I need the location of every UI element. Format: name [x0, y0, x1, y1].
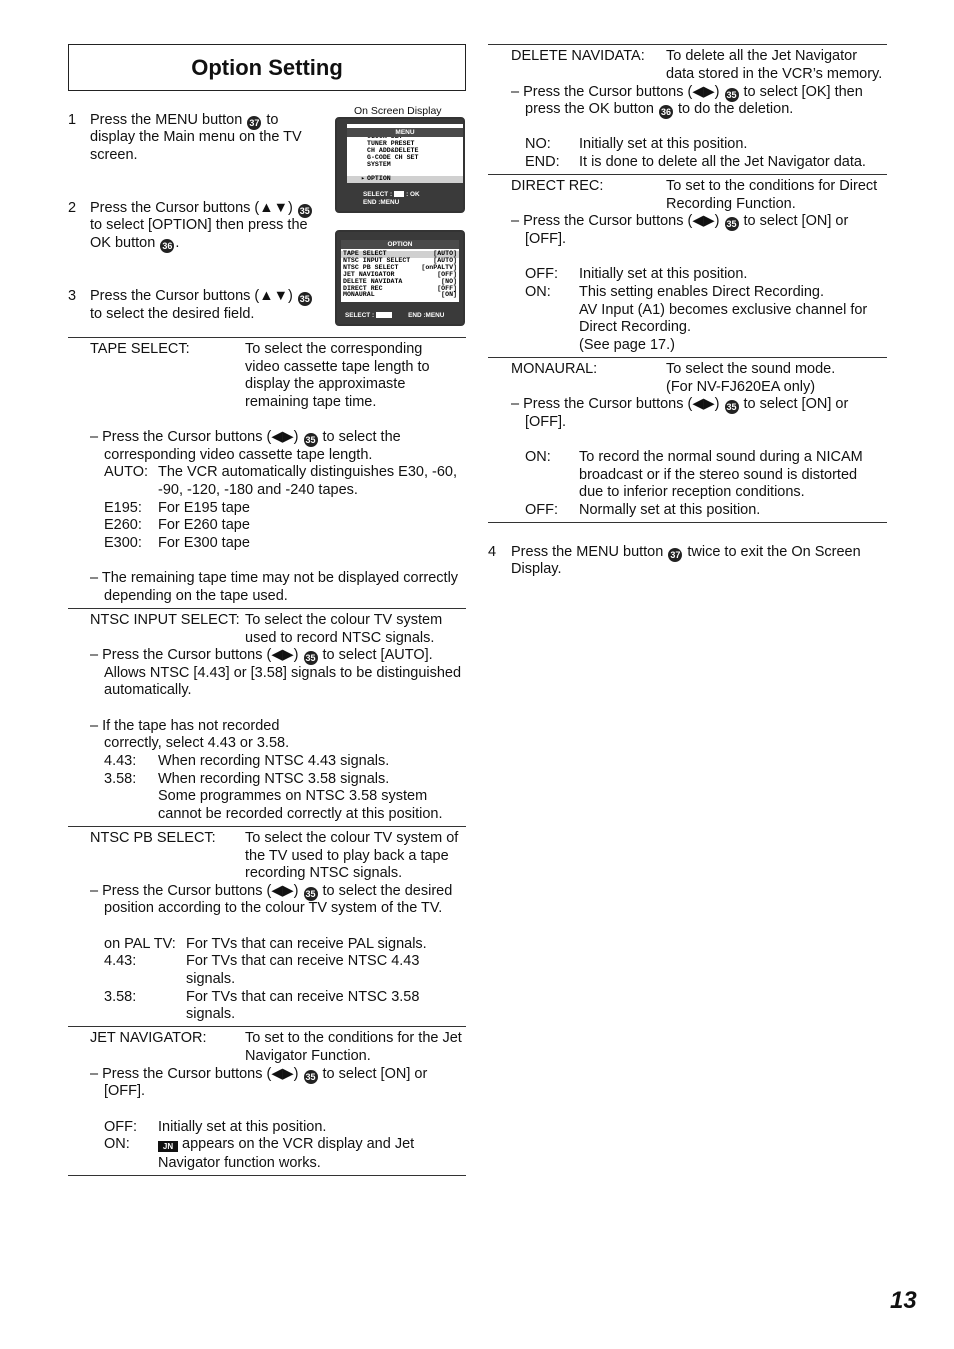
option-name: DIRECT REC	[343, 284, 383, 292]
option-screen	[335, 230, 465, 326]
jet-nav-instr-1: – Press the Cursor buttons (◀▶) 35 to select [ON] or	[90, 1066, 428, 1082]
tape-select-desc-1: To select the corresponding	[245, 341, 423, 357]
jet-nav-desc-2: Navigator Function.	[245, 1048, 371, 1064]
step-2-number: 2	[68, 200, 77, 216]
ntsc-pb-instr-2: position according to the colour TV system of the TV.	[104, 900, 443, 916]
jet-nav-on-key: ON:	[104, 1136, 130, 1152]
tape-auto-value-2: -90, -120, -180 and -240 tapes.	[158, 482, 358, 498]
option-row	[343, 292, 457, 299]
tape-select-desc-2: video cassette tape length to	[245, 359, 430, 375]
step-2-line-2: to select [OPTION] then press the	[90, 217, 308, 233]
ntsc-input-instr-1: – Press the Cursor buttons (◀▶) 35 to select [AUTO].	[90, 647, 433, 663]
osd-caption: On Screen Display	[354, 105, 442, 117]
tape-e260-value: For E260 tape	[158, 517, 250, 533]
divider	[68, 608, 466, 609]
option-value: [onPALTV]	[421, 263, 457, 271]
option-list	[341, 249, 459, 299]
step-4-number: 4	[488, 544, 497, 560]
monaural-instr-2: [OFF].	[525, 414, 567, 430]
page-number: 13	[890, 1287, 917, 1314]
ntsc-pb-358-value-1: For TVs that can receive NTSC 3.58	[186, 989, 420, 1005]
tape-auto-value-1: The VCR automatically distinguishes E30, -60,	[158, 464, 458, 480]
option-name: DELETE NAVIDATA	[343, 277, 403, 285]
ntsc-input-358-value: When recording NTSC 3.58 signals.	[158, 771, 390, 787]
jet-nav-label: JET NAVIGATOR:	[90, 1030, 207, 1046]
direct-rec-on-key: ON:	[525, 284, 551, 300]
ntsc-pb-358-key: 3.58:	[104, 989, 137, 1005]
ntsc-pb-358-value-2: signals.	[186, 1006, 236, 1022]
ntsc-pb-443-value-2: signals.	[186, 971, 236, 987]
tape-e195-key: E195:	[104, 500, 142, 516]
jet-nav-off-value: Initially set at this position.	[158, 1119, 327, 1135]
step-3-line-2: to select the desired field.	[90, 306, 255, 322]
divider	[68, 1026, 466, 1027]
jet-nav-on-value-1: JN appears on the VCR display and Jet	[158, 1136, 414, 1154]
step-2-line-1: Press the Cursor buttons (▲▼) 35	[90, 200, 310, 216]
direct-rec-desc-2: Recording Function.	[666, 196, 796, 212]
delete-navidata-no-key: NO:	[525, 136, 551, 152]
delete-navidata-desc-1: To delete all the Jet Navigator	[666, 48, 858, 64]
tape-auto-key: AUTO:	[104, 464, 149, 480]
ntsc-input-358-key: 3.58:	[104, 771, 137, 787]
tape-select-label: TAPE SELECT:	[90, 341, 190, 357]
option-value: [OFF]	[437, 270, 457, 278]
jet-navigator-icon: JN	[158, 1141, 178, 1152]
monaural-on-value-1: To record the normal sound during a NICAM	[579, 449, 863, 465]
step-4-line-2: Display.	[511, 561, 562, 577]
ok-button-icon: 36	[162, 241, 173, 251]
menu-item: G-CODE CH SET	[367, 153, 419, 161]
menu-item: CH ADD&DELETE	[367, 146, 419, 154]
step-1-line-3: screen.	[90, 147, 138, 163]
delete-navidata-no-value: Initially set at this position.	[579, 136, 748, 152]
cursor-button-icon: 35	[305, 1072, 316, 1082]
ntsc-pb-443-key: 4.43:	[104, 953, 137, 969]
direct-rec-on-value-4: (See page 17.)	[579, 337, 675, 353]
direct-rec-label: DIRECT REC:	[511, 178, 604, 194]
page-title: Option Setting	[68, 44, 466, 91]
menu-screen-footer-2: END :MENU	[363, 199, 400, 206]
divider	[68, 337, 466, 338]
cursor-button-icon: 35	[305, 889, 316, 899]
ntsc-input-note-1: – If the tape has not recorded	[90, 718, 280, 734]
tape-select-instr-2: corresponding video cassette tape length.	[104, 447, 373, 463]
cursor-button-icon: 35	[726, 219, 737, 229]
ntsc-pb-desc-3: recording NTSC signals.	[245, 865, 403, 881]
ntsc-pb-443-value-1: For TVs that can receive NTSC 4.43	[186, 953, 420, 969]
delete-navidata-instr-1: – Press the Cursor buttons (◀▶) 35 to select [OK] then	[511, 84, 863, 100]
ntsc-pb-desc-1: To select the colour TV system of	[245, 830, 459, 846]
option-value: [AUTO]	[433, 256, 457, 264]
direct-rec-instr-1: – Press the Cursor buttons (◀▶) 35 to select [ON] or	[511, 213, 849, 229]
delete-navidata-instr-2: press the OK button 36 to do the deletion.	[525, 101, 794, 117]
menu-item-selected: OPTION	[367, 175, 391, 182]
monaural-off-value: Normally set at this position.	[579, 502, 761, 518]
cursor-keys-icon	[376, 312, 392, 318]
delete-navidata-end-key: END:	[525, 154, 560, 170]
ntsc-pb-desc-2: the TV used to play back a tape	[245, 848, 449, 864]
cursor-button-icon: 35	[305, 653, 316, 663]
cursor-button-icon: 35	[299, 206, 310, 216]
menu-screen-panel	[347, 124, 463, 183]
tape-note-2: depending on the tape used.	[104, 588, 288, 604]
divider	[488, 174, 887, 175]
option-value: [ON]	[441, 291, 457, 299]
menu-screen	[335, 117, 465, 213]
monaural-label: MONAURAL:	[511, 361, 598, 377]
menu-button-icon: 37	[249, 118, 260, 128]
tape-select-desc-4: remaining tape time.	[245, 394, 377, 410]
option-screen-footer: SELECT : END :MENU	[345, 312, 445, 319]
menu-cursor-icon: ▸	[361, 175, 365, 182]
direct-rec-off-key: OFF:	[525, 266, 559, 282]
option-name: JET NAVIGATOR	[343, 270, 395, 278]
tape-e300-value: For E300 tape	[158, 535, 250, 551]
monaural-on-key: ON:	[525, 449, 551, 465]
tape-e260-key: E260:	[104, 517, 142, 533]
menu-button-icon: 37	[670, 550, 681, 560]
direct-rec-desc-1: To set to the conditions for Direct	[666, 178, 878, 194]
divider	[488, 44, 887, 45]
option-value: [AUTO]	[433, 250, 457, 257]
direct-rec-instr-2: [OFF].	[525, 231, 567, 247]
menu-item: SYSTEM	[367, 160, 391, 168]
tape-note-1: – The remaining tape time may not be displayed correctly	[90, 570, 459, 586]
monaural-instr-1: – Press the Cursor buttons (◀▶) 35 to select [ON] or	[511, 396, 849, 412]
ntsc-input-443-key: 4.43:	[104, 753, 137, 769]
option-value: [OFF]	[437, 284, 457, 292]
tape-select-instr-1: – Press the Cursor buttons (◀▶) 35 to select the	[90, 429, 401, 445]
tape-e195-value: For E195 tape	[158, 500, 250, 516]
menu-screen-footer-1: SELECT : : OK	[363, 191, 420, 198]
ntsc-input-desc-2: used to record NTSC signals.	[245, 630, 435, 646]
jet-nav-on-value-2: Navigator function works.	[158, 1155, 321, 1171]
option-name: NTSC INPUT SELECT	[343, 256, 411, 264]
ntsc-input-label: NTSC INPUT SELECT:	[90, 612, 240, 628]
direct-rec-on-value-2: AV Input (A1) becomes exclusive channel for	[579, 302, 868, 318]
step-1-number: 1	[68, 112, 77, 128]
step-1-line-2: display the Main menu on the TV	[90, 129, 302, 145]
delete-navidata-end-value: It is done to delete all the Jet Navigator data.	[579, 154, 866, 170]
cursor-button-icon: 35	[726, 90, 737, 100]
ntsc-input-desc-1: To select the colour TV system	[245, 612, 443, 628]
option-screen-header: OPTION	[341, 240, 459, 249]
ok-button-icon: 36	[660, 107, 671, 117]
ntsc-input-443-value: When recording NTSC 4.43 signals.	[158, 753, 390, 769]
ntsc-input-instr-3: automatically.	[104, 682, 192, 698]
ntsc-pb-pal-value: For TVs that can receive PAL signals.	[186, 936, 427, 952]
ntsc-input-358-value-3: cannot be recorded correctly at this position.	[158, 806, 443, 822]
direct-rec-on-value-1: This setting enables Direct Recording.	[579, 284, 825, 300]
divider	[68, 1175, 466, 1176]
monaural-desc-2: (For NV-FJ620EA only)	[666, 379, 816, 395]
option-name: MONAURAL	[343, 291, 375, 299]
tape-e300-key: E300:	[104, 535, 142, 551]
divider	[488, 357, 887, 358]
monaural-on-value-2: broadcast or if the stereo sound is distorted	[579, 467, 858, 483]
monaural-on-value-3: due to inferior reception conditions.	[579, 484, 805, 500]
jet-nav-desc-1: To set to the conditions for the Jet	[245, 1030, 462, 1046]
ntsc-pb-pal-key: on PAL TV:	[104, 936, 176, 952]
option-name: TAPE SELECT	[343, 250, 387, 257]
option-value: [NO]	[441, 277, 457, 285]
menu-item: TUNER PRESET	[367, 139, 415, 147]
option-screen-panel	[341, 240, 459, 302]
step-4-line-1: Press the MENU button 37 twice to exit the On Screen	[511, 544, 861, 560]
option-name: NTSC PB SELECT	[343, 263, 399, 271]
ntsc-pb-instr-1: – Press the Cursor buttons (◀▶) 35 to select the desired	[90, 883, 453, 899]
tape-select-desc-3: display the approximaste	[245, 376, 406, 392]
step-2-line-3: OK button 36 .	[90, 235, 180, 251]
delete-navidata-label: DELETE NAVIDATA:	[511, 48, 645, 64]
delete-navidata-desc-2: data stored in the VCR’s memory.	[666, 66, 883, 82]
cursor-button-icon: 35	[299, 294, 310, 304]
ntsc-pb-label: NTSC PB SELECT:	[90, 830, 216, 846]
cursor-button-icon: 35	[726, 402, 737, 412]
jet-nav-instr-2: [OFF].	[104, 1083, 146, 1099]
ntsc-input-358-value-2: Some programmes on NTSC 3.58 system	[158, 788, 428, 804]
direct-rec-on-value-3: Direct Recording.	[579, 319, 692, 335]
step-1-line-1: Press the MENU button 37 to	[90, 112, 279, 128]
menu-screen-header: MENU	[347, 128, 463, 137]
ntsc-input-note-2: correctly, select 4.43 or 3.58.	[104, 735, 290, 751]
divider	[68, 826, 466, 827]
step-3-line-1: Press the Cursor buttons (▲▼) 35	[90, 288, 310, 304]
jet-nav-off-key: OFF:	[104, 1119, 138, 1135]
cursor-button-icon: 35	[305, 435, 316, 445]
direct-rec-off-value: Initially set at this position.	[579, 266, 748, 282]
monaural-desc-1: To select the sound mode.	[666, 361, 836, 377]
monaural-off-key: OFF:	[525, 502, 559, 518]
ntsc-input-instr-2: Allows NTSC [4.43] or [3.58] signals to be distinguished	[104, 665, 462, 681]
step-3-number: 3	[68, 288, 77, 304]
divider	[488, 522, 887, 523]
